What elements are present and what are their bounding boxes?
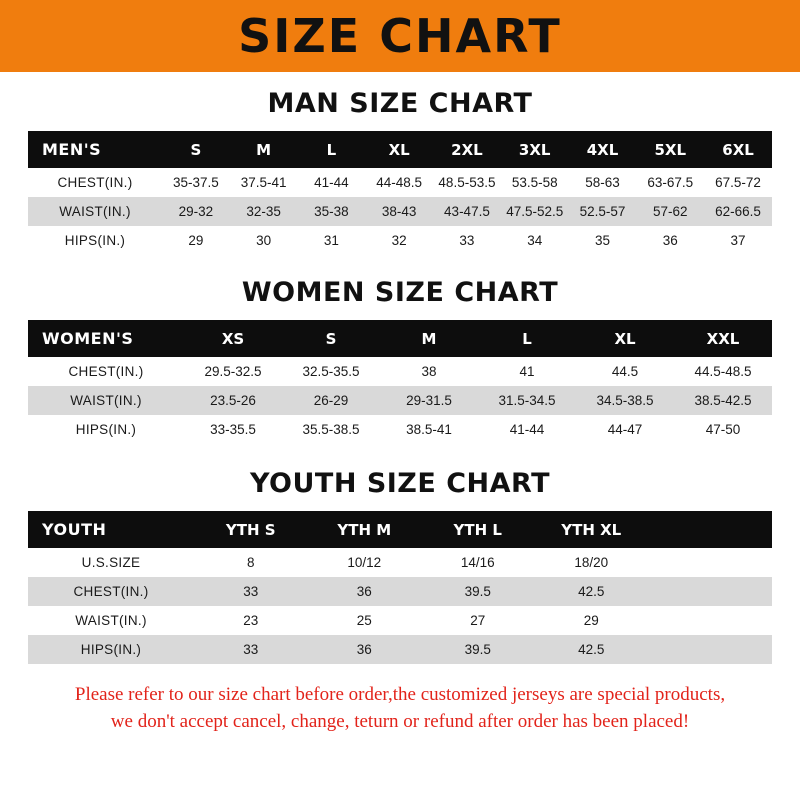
cell: 38-43: [365, 197, 433, 226]
footer-note: [20, 682, 780, 735]
row-label: HIPS(IN.): [28, 226, 162, 255]
cell: 44.5-48.5: [674, 357, 772, 386]
cell: 32.5-35.5: [282, 357, 380, 386]
women-size-table-wrapper: [28, 320, 772, 444]
cell: 33: [194, 577, 308, 606]
man-header-l: L: [298, 131, 366, 168]
cell: 39.5: [421, 577, 535, 606]
man-size-table-wrapper: [28, 131, 772, 255]
youth-header-m: YTH M: [308, 511, 422, 548]
cell-spacer: [648, 548, 772, 577]
cell: 29.5-32.5: [184, 357, 282, 386]
cell: 29-31.5: [380, 386, 478, 415]
cell: 41-44: [478, 415, 576, 444]
cell: 47.5-52.5: [501, 197, 569, 226]
cell: 67.5-72: [704, 168, 772, 197]
cell-spacer: [648, 606, 772, 635]
cell: 52.5-57: [569, 197, 637, 226]
cell: 23.5-26: [184, 386, 282, 415]
cell: 47-50: [674, 415, 772, 444]
man-header-xl: XL: [365, 131, 433, 168]
man-header-m: M: [230, 131, 298, 168]
youth-header-spacer: [648, 511, 772, 548]
cell: 33-35.5: [184, 415, 282, 444]
youth-header-label: YOUTH: [28, 511, 194, 548]
cell: 23: [194, 606, 308, 635]
cell: 29: [535, 606, 649, 635]
cell: 30: [230, 226, 298, 255]
cell: 34: [501, 226, 569, 255]
cell: 39.5: [421, 635, 535, 664]
cell: 42.5: [535, 635, 649, 664]
cell: 27: [421, 606, 535, 635]
youth-table-body: [28, 548, 772, 664]
cell: 38.5-41: [380, 415, 478, 444]
table-row: [28, 197, 772, 226]
women-size-table: [28, 320, 772, 444]
cell: 33: [433, 226, 501, 255]
table-row: [28, 386, 772, 415]
row-label: WAIST(IN.): [28, 606, 194, 635]
man-header-5xl: 5XL: [636, 131, 704, 168]
banner: [0, 0, 800, 72]
footer-note-line-2: we don't accept cancel, change, teturn or refund after order has been placed!: [110, 710, 690, 732]
cell: 41: [478, 357, 576, 386]
row-label: HIPS(IN.): [28, 415, 184, 444]
table-row: [28, 226, 772, 255]
banner-title: SIZE CHART: [238, 9, 562, 63]
cell: 44.5: [576, 357, 674, 386]
table-header-row: [28, 511, 772, 548]
cell: 62-66.5: [704, 197, 772, 226]
row-label: WAIST(IN.): [28, 386, 184, 415]
women-table-body: [28, 357, 772, 444]
man-table-body: [28, 168, 772, 255]
row-label: U.S.SIZE: [28, 548, 194, 577]
cell: 41-44: [298, 168, 366, 197]
table-row: [28, 357, 772, 386]
man-header-6xl: 6XL: [704, 131, 772, 168]
man-header-s: S: [162, 131, 230, 168]
cell: 36: [636, 226, 704, 255]
row-label: CHEST(IN.): [28, 168, 162, 197]
cell-spacer: [648, 635, 772, 664]
youth-section-title: YOUTH SIZE CHART: [249, 468, 551, 499]
cell: 37: [704, 226, 772, 255]
women-header-m: M: [380, 320, 478, 357]
cell: 58-63: [569, 168, 637, 197]
cell: 53.5-58: [501, 168, 569, 197]
cell: 32: [365, 226, 433, 255]
cell: 36: [308, 635, 422, 664]
table-row: [28, 577, 772, 606]
cell: 8: [194, 548, 308, 577]
cell: 32-35: [230, 197, 298, 226]
women-header-s: S: [282, 320, 380, 357]
women-header-xxl: XXL: [674, 320, 772, 357]
man-table-header: [28, 131, 772, 168]
cell: 43-47.5: [433, 197, 501, 226]
women-header-label: WOMEN'S: [28, 320, 184, 357]
man-header-4xl: 4XL: [569, 131, 637, 168]
youth-size-table: [28, 511, 772, 664]
man-header-label: MEN'S: [28, 131, 162, 168]
man-section-title: MAN SIZE CHART: [267, 88, 533, 119]
cell: 63-67.5: [636, 168, 704, 197]
cell: 44-48.5: [365, 168, 433, 197]
cell: 35-38: [298, 197, 366, 226]
table-row: [28, 635, 772, 664]
row-label: WAIST(IN.): [28, 197, 162, 226]
women-section-title: WOMEN SIZE CHART: [241, 277, 559, 308]
man-size-table: [28, 131, 772, 255]
cell: 26-29: [282, 386, 380, 415]
cell: 48.5-53.5: [433, 168, 501, 197]
row-label: CHEST(IN.): [28, 357, 184, 386]
women-table-header: [28, 320, 772, 357]
man-header-3xl: 3XL: [501, 131, 569, 168]
cell: 57-62: [636, 197, 704, 226]
cell: 38: [380, 357, 478, 386]
cell: 37.5-41: [230, 168, 298, 197]
cell: 36: [308, 577, 422, 606]
row-label: CHEST(IN.): [28, 577, 194, 606]
youth-header-s: YTH S: [194, 511, 308, 548]
row-label: HIPS(IN.): [28, 635, 194, 664]
youth-table-header: [28, 511, 772, 548]
cell-spacer: [648, 577, 772, 606]
man-header-2xl: 2XL: [433, 131, 501, 168]
women-header-xl: XL: [576, 320, 674, 357]
cell: 29-32: [162, 197, 230, 226]
cell: 29: [162, 226, 230, 255]
cell: 25: [308, 606, 422, 635]
table-row: [28, 168, 772, 197]
cell: 35: [569, 226, 637, 255]
table-row: [28, 548, 772, 577]
cell: 38.5-42.5: [674, 386, 772, 415]
cell: 31: [298, 226, 366, 255]
cell: 18/20: [535, 548, 649, 577]
footer-note-line-1: Please refer to our size chart before order,the customized jerseys are special products,: [74, 684, 726, 705]
women-header-xs: XS: [184, 320, 282, 357]
table-row: [28, 415, 772, 444]
youth-header-xl: YTH XL: [535, 511, 649, 548]
cell: 14/16: [421, 548, 535, 577]
youth-header-l: YTH L: [421, 511, 535, 548]
table-header-row: [28, 320, 772, 357]
cell: 10/12: [308, 548, 422, 577]
table-header-row: [28, 131, 772, 168]
youth-size-table-wrapper: [28, 511, 772, 664]
cell: 34.5-38.5: [576, 386, 674, 415]
cell: 31.5-34.5: [478, 386, 576, 415]
cell: 33: [194, 635, 308, 664]
cell: 42.5: [535, 577, 649, 606]
cell: 35-37.5: [162, 168, 230, 197]
women-header-l: L: [478, 320, 576, 357]
table-row: [28, 606, 772, 635]
cell: 35.5-38.5: [282, 415, 380, 444]
cell: 44-47: [576, 415, 674, 444]
